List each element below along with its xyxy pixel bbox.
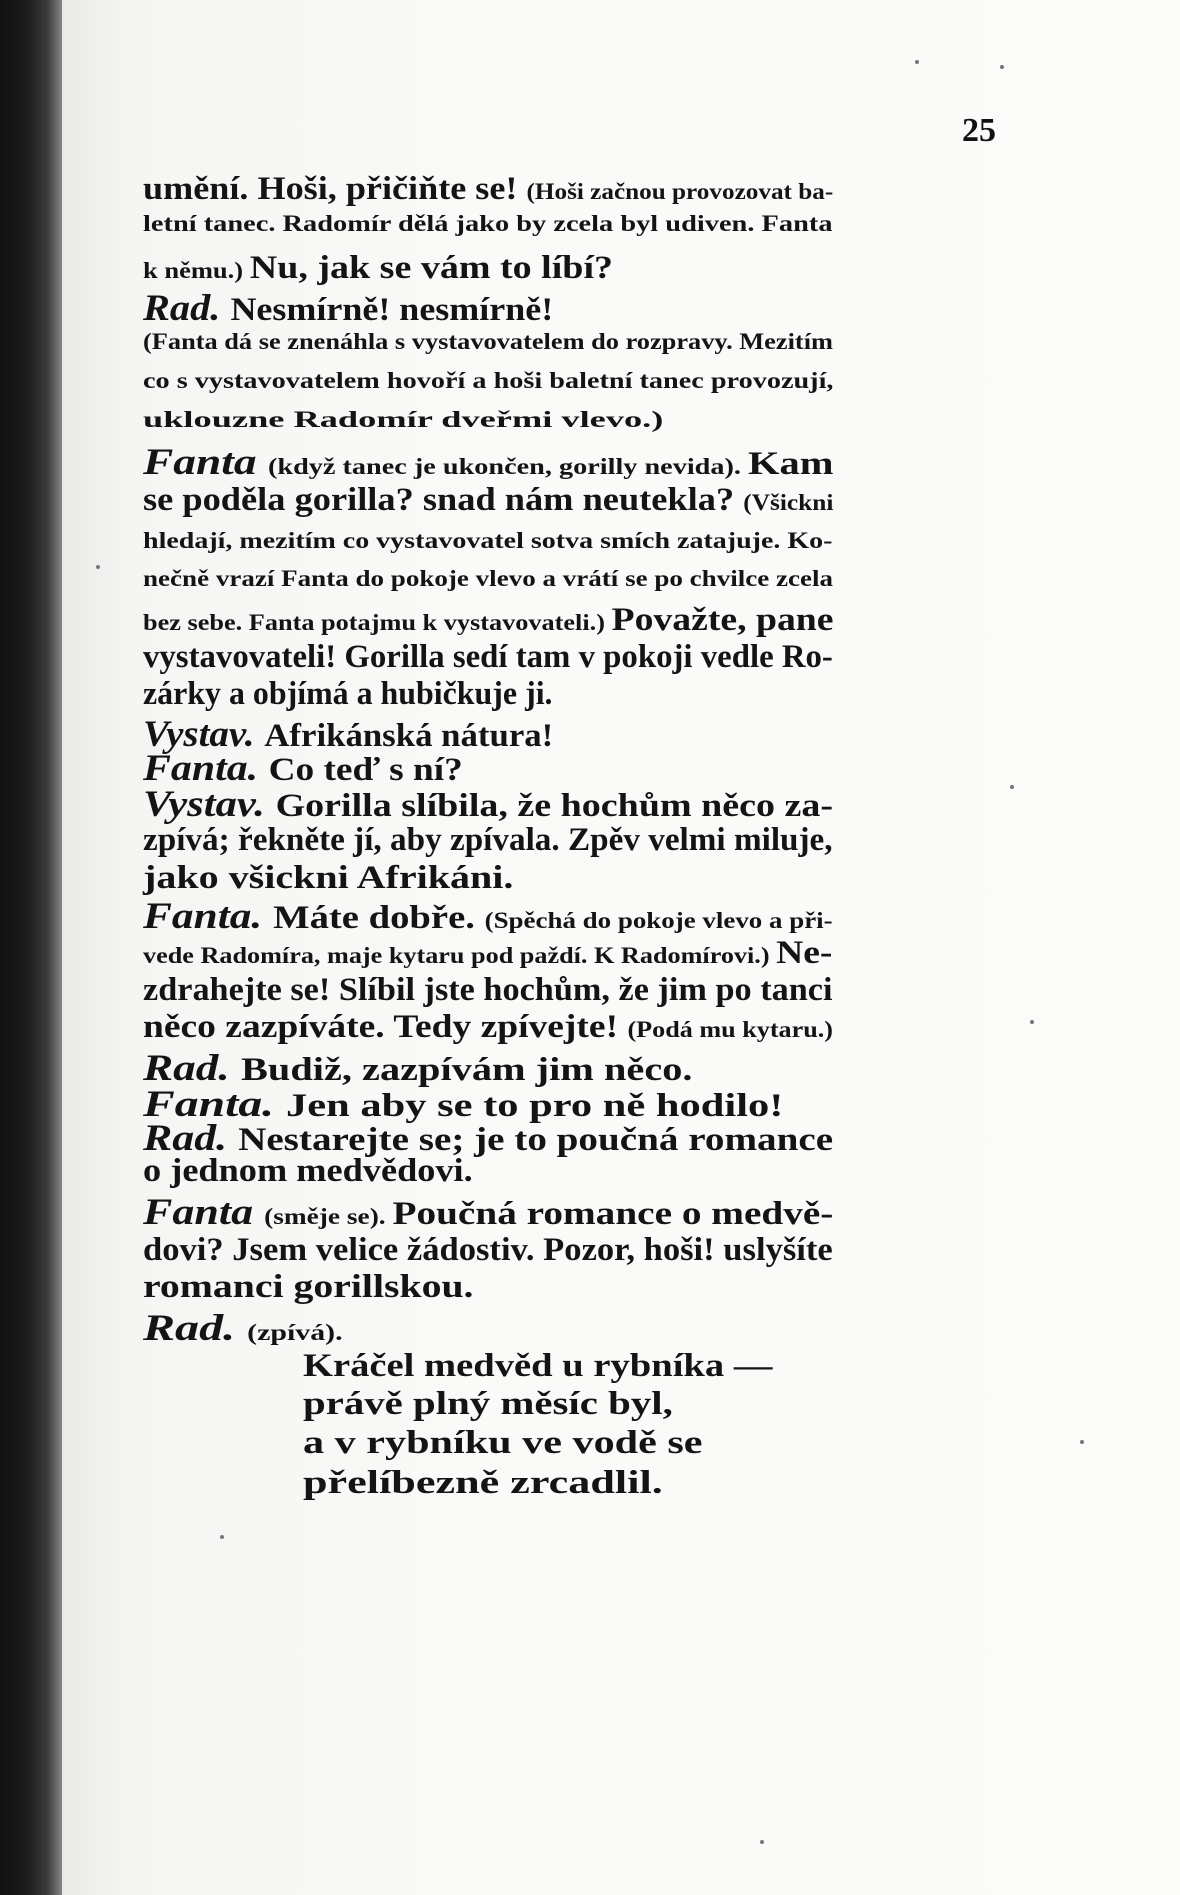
text-line (143, 641, 833, 674)
scan-speck (1010, 785, 1014, 789)
speaker-name: Rad. (143, 1048, 242, 1089)
text-line (143, 1155, 473, 1188)
scan-speck (1000, 65, 1004, 69)
text-line (143, 862, 513, 895)
speaker-name: Vystav. (143, 714, 265, 755)
text-line (143, 678, 553, 711)
verse-line: právě plný měsíc byl, (303, 1386, 673, 1422)
dialogue-text: Nesmírně! nesmírně! (230, 292, 554, 328)
text-line (143, 1086, 783, 1123)
dialogue-text: Poučná romance o medvě- (392, 1196, 834, 1232)
speaker-name: Fanta. (143, 748, 269, 789)
verse-line: a v rybníku ve vodě se (303, 1425, 703, 1461)
dialogue-text: Jen aby se to pro ně hodilo! (285, 1088, 784, 1124)
dialogue-text: dovi? Jsem velice žádostiv. Pozor, hoši! uslyšíte (143, 1232, 833, 1268)
dialogue-text: něco zazpíváte. Tedy zpívejte! (143, 1009, 628, 1045)
stage-direction: (Spěchá do pokoje vlevo a při- (484, 908, 833, 933)
text-line (143, 604, 833, 637)
stage-direction: (Hoši začnou provozovat ba- (526, 179, 834, 204)
scan-speck (220, 1535, 224, 1539)
verse-line: Kráčel medvěd u rybníka — (303, 1348, 773, 1384)
text-line (143, 369, 833, 392)
text-line (143, 252, 613, 285)
text-line (143, 786, 833, 823)
dialogue-text: se poděla gorilla? snad nám neutekla? (143, 482, 744, 518)
stage-direction: (když tanec je ukončen, gorilly nevida). (267, 454, 749, 479)
text-line (143, 1234, 833, 1267)
text-line (143, 484, 833, 517)
dialogue-text: Nestarejte se; je to poučná romance (238, 1122, 834, 1158)
text-line (143, 1120, 833, 1157)
scan-speck (1030, 1020, 1034, 1024)
stage-direction: (Fanta dá se znenáhla s vystavovatelem do rozpravy. Mezitím (143, 329, 833, 354)
stage-direction: (Všickni (743, 490, 834, 515)
dialogue-text: Ne- (776, 935, 833, 971)
stage-direction: (zpívá). (247, 1320, 343, 1345)
speaker-name: Fanta. (143, 896, 274, 937)
dialogue-text: Gorilla slíbila, že hochům něco za- (275, 788, 834, 824)
dialogue-text: o jednom medvědovi. (143, 1153, 473, 1189)
speaker-name: Fanta (143, 442, 268, 483)
page-number: 25 (962, 112, 996, 149)
dialogue-text: Co teď s ní? (268, 752, 463, 788)
text-line (143, 173, 833, 206)
text-line (143, 330, 833, 353)
dialogue-text: Považte, pane (611, 602, 834, 638)
dialogue-text: umění. Hoši, přičiňte se! (143, 171, 527, 207)
dialogue-text: vystavovateli! Gorilla sedí tam v pokoji vedle Ro- (143, 639, 833, 675)
text-line (143, 290, 553, 327)
dialogue-text: zárky a objímá a hubičkuje ji. (143, 676, 553, 712)
text-line (143, 898, 833, 935)
dialogue-text: Nu, jak se vám to líbí? (249, 250, 614, 286)
stage-direction: vede Radomíra, maje kytaru pod paždí. K Radomírovi.) (143, 943, 777, 968)
text-line (143, 937, 832, 970)
stage-direction: nečně vrazí Fanta do pokoje vlevo a vrátí se po chvilce zcela (143, 566, 834, 591)
stage-direction: bez sebe. Fanta potajmu k vystavovateli.) (143, 610, 612, 635)
text-line (143, 1271, 474, 1304)
stage-direction: uklouzne Radomír dveřmi vlevo.) (143, 407, 664, 432)
scan-speck (1080, 1440, 1084, 1444)
text-line (143, 408, 663, 431)
stage-direction: k němu.) (143, 258, 250, 283)
stage-direction: (směje se). (264, 1204, 393, 1229)
speaker-name: Fanta (143, 1192, 265, 1233)
text-line (143, 974, 832, 1007)
speaker-name: Rad. (143, 1118, 239, 1159)
scan-speck (915, 60, 919, 64)
dialogue-text: Máte dobře. (273, 900, 485, 936)
dialogue-text: romanci gorillskou. (143, 1269, 474, 1305)
dialogue-text: Kam (748, 446, 834, 482)
stage-direction: (Podá mu kytaru.) (627, 1017, 833, 1042)
scan-speck (96, 565, 100, 569)
text-line (143, 1194, 833, 1231)
scan-speck (760, 1840, 764, 1844)
text-line (143, 444, 834, 481)
dialogue-text: zpívá; řekněte jí, aby zpívala. Zpěv velmi miluje, (143, 822, 833, 858)
text-line (143, 212, 833, 235)
speaker-name: Vystav. (143, 784, 276, 825)
stage-direction: letní tanec. Radomír dělá jako by zcela byl udiven. Fanta (143, 211, 833, 236)
speaker-name: Fanta. (143, 1084, 286, 1125)
speaker-name: Rad. (143, 288, 231, 329)
text-line (143, 1050, 692, 1087)
text-line (143, 1310, 343, 1347)
text-line (143, 529, 832, 552)
text-line (143, 567, 833, 590)
text-line (143, 824, 833, 857)
verse-line: přelíbezně zrcadlil. (303, 1465, 663, 1501)
dialogue-text: Budiž, zazpívám jim něco. (241, 1052, 693, 1088)
dialogue-text: zdrahejte se! Slíbil jste hochům, že jim po tanci (143, 972, 833, 1008)
text-line (143, 1011, 833, 1044)
dialogue-text: jako všickni Afrikáni. (143, 860, 514, 896)
stage-direction: co s vystavovatelem hovoří a hoši baletní tanec provozují, (143, 368, 834, 393)
speaker-name: Rad. (143, 1308, 248, 1349)
dialogue-text: Afrikánská nátura! (264, 718, 554, 754)
text-line (143, 750, 463, 787)
stage-direction: hledají, mezitím co vystavovatel sotva smích zatajuje. Ko- (143, 528, 833, 553)
